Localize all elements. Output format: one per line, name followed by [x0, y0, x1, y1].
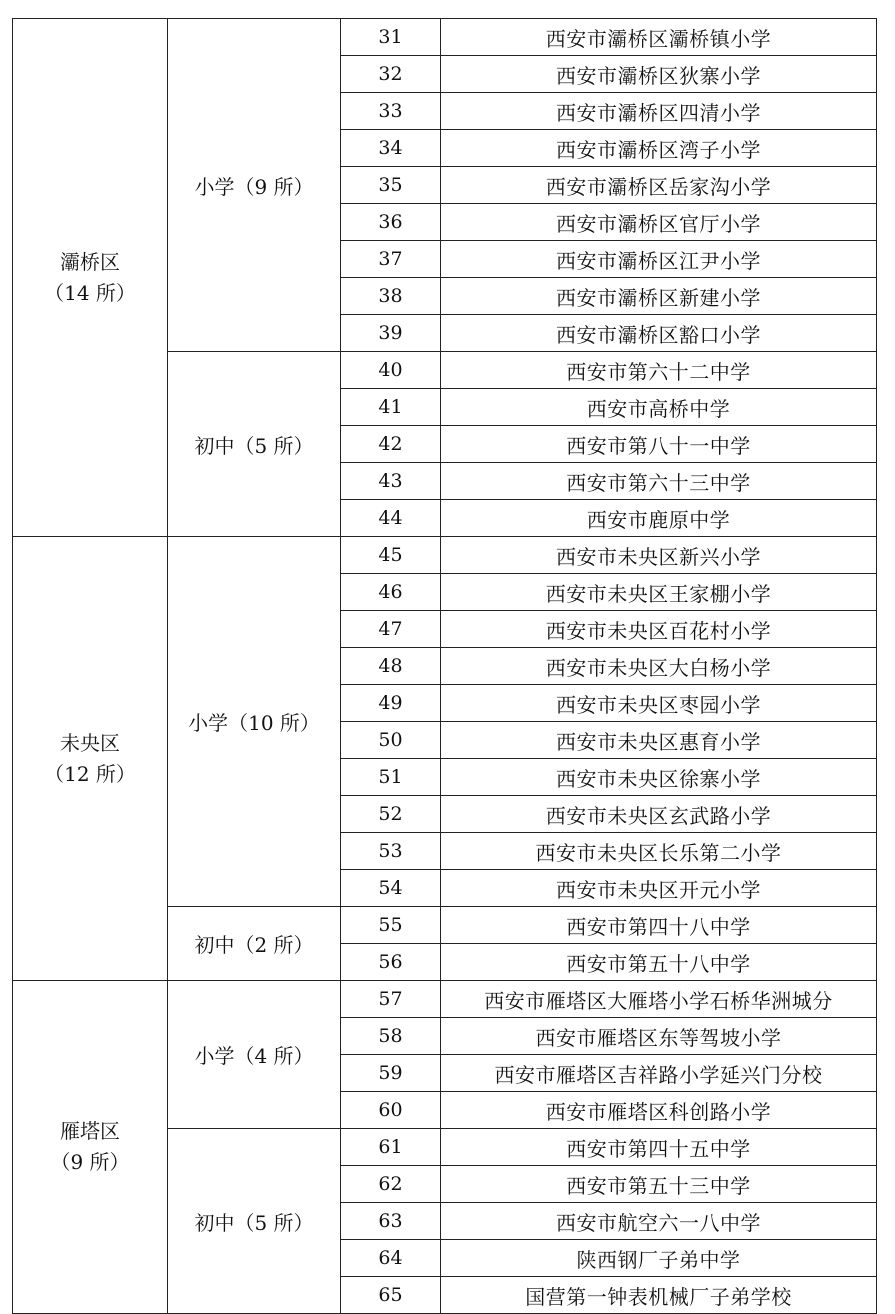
- school-name: 西安市雁塔区东等驾坡小学: [441, 1018, 877, 1055]
- school-name: 西安市未央区惠育小学: [441, 722, 877, 759]
- row-number: 58: [341, 1018, 441, 1055]
- school-name: 西安市第四十八中学: [441, 907, 877, 944]
- row-number: 60: [341, 1092, 441, 1129]
- school-name: 西安市未央区徐寨小学: [441, 759, 877, 796]
- school-name: 西安市未央区大白杨小学: [441, 648, 877, 685]
- district-count: （14 所）: [44, 280, 136, 305]
- school-name: 西安市第五十三中学: [441, 1166, 877, 1203]
- school-name: 西安市第八十一中学: [441, 426, 877, 463]
- school-name: 西安市鹿原中学: [441, 500, 877, 537]
- school-name: 西安市灞桥区江尹小学: [441, 241, 877, 278]
- district-cell: [13, 981, 168, 1314]
- district-name: 雁塔区: [60, 1119, 120, 1143]
- row-number: 47: [341, 611, 441, 648]
- school-name: 西安市雁塔区吉祥路小学延兴门分校: [441, 1055, 877, 1092]
- school-level-cell: 小学（4 所）: [168, 981, 341, 1129]
- row-number: 54: [341, 870, 441, 907]
- district-cell: [13, 19, 168, 537]
- row-number: 62: [341, 1166, 441, 1203]
- row-number: 34: [341, 130, 441, 167]
- row-number: 49: [341, 685, 441, 722]
- row-number: 43: [341, 463, 441, 500]
- school-name: 西安市未央区枣园小学: [441, 685, 877, 722]
- school-name: 西安市未央区玄武路小学: [441, 796, 877, 833]
- row-number: 41: [341, 389, 441, 426]
- table-row: [13, 19, 877, 56]
- school-name: 西安市未央区长乐第二小学: [441, 833, 877, 870]
- row-number: 63: [341, 1203, 441, 1240]
- school-name: 西安市灞桥区湾子小学: [441, 130, 877, 167]
- row-number: 37: [341, 241, 441, 278]
- row-number: 40: [341, 352, 441, 389]
- row-number: 48: [341, 648, 441, 685]
- school-level-cell: 初中（5 所）: [168, 1129, 341, 1314]
- school-name: 西安市第六十三中学: [441, 463, 877, 500]
- school-name: 西安市灞桥区新建小学: [441, 278, 877, 315]
- row-number: 32: [341, 56, 441, 93]
- school-name: 西安市第五十八中学: [441, 944, 877, 981]
- school-level-cell: 小学（10 所）: [168, 537, 341, 907]
- school-name: 西安市雁塔区大雁塔小学石桥华洲城分: [441, 981, 877, 1018]
- row-number: 31: [341, 19, 441, 56]
- row-number: 51: [341, 759, 441, 796]
- school-name: 西安市雁塔区科创路小学: [441, 1092, 877, 1129]
- school-table: [12, 18, 877, 1314]
- row-number: 55: [341, 907, 441, 944]
- row-number: 46: [341, 574, 441, 611]
- school-table-body: [13, 19, 877, 1314]
- school-name: 西安市未央区王家棚小学: [441, 574, 877, 611]
- school-level-cell: 初中（2 所）: [168, 907, 341, 981]
- school-name: 西安市灞桥区官厅小学: [441, 204, 877, 241]
- row-number: 64: [341, 1240, 441, 1277]
- school-name: 西安市灞桥区岳家沟小学: [441, 167, 877, 204]
- district-count: （12 所）: [44, 761, 136, 786]
- school-name: 西安市未央区百花村小学: [441, 611, 877, 648]
- row-number: 65: [341, 1277, 441, 1314]
- row-number: 36: [341, 204, 441, 241]
- table-row: [13, 981, 877, 1018]
- row-number: 57: [341, 981, 441, 1018]
- row-number: 50: [341, 722, 441, 759]
- school-name: 西安市高桥中学: [441, 389, 877, 426]
- school-name: 陕西钢厂子弟中学: [441, 1240, 877, 1277]
- district-name: 灞桥区: [60, 249, 120, 274]
- school-name: 西安市未央区新兴小学: [441, 537, 877, 574]
- school-level-cell: 小学（9 所）: [168, 19, 341, 352]
- row-number: 35: [341, 167, 441, 204]
- row-number: 56: [341, 944, 441, 981]
- school-name: 西安市灞桥区狄寨小学: [441, 56, 877, 93]
- row-number: 33: [341, 93, 441, 130]
- school-name: 西安市第六十二中学: [441, 352, 877, 389]
- school-level-cell: 初中（5 所）: [168, 352, 341, 537]
- row-number: 61: [341, 1129, 441, 1166]
- district-name: 未央区: [60, 730, 120, 755]
- school-name: 西安市航空六一八中学: [441, 1203, 877, 1240]
- school-name: 西安市灞桥区四清小学: [441, 93, 877, 130]
- school-name: 西安市第四十五中学: [441, 1129, 877, 1166]
- row-number: 44: [341, 500, 441, 537]
- school-name: 西安市未央区开元小学: [441, 870, 877, 907]
- table-row: [13, 537, 877, 574]
- row-number: 45: [341, 537, 441, 574]
- row-number: 39: [341, 315, 441, 352]
- row-number: 52: [341, 796, 441, 833]
- row-number: 42: [341, 426, 441, 463]
- district-count: （9 所）: [50, 1150, 130, 1174]
- school-name: 国营第一钟表机械厂子弟学校: [441, 1277, 877, 1314]
- row-number: 59: [341, 1055, 441, 1092]
- row-number: 38: [341, 278, 441, 315]
- school-name: 西安市灞桥区豁口小学: [441, 315, 877, 352]
- district-cell: [13, 537, 168, 981]
- school-name: 西安市灞桥区灞桥镇小学: [441, 19, 877, 56]
- row-number: 53: [341, 833, 441, 870]
